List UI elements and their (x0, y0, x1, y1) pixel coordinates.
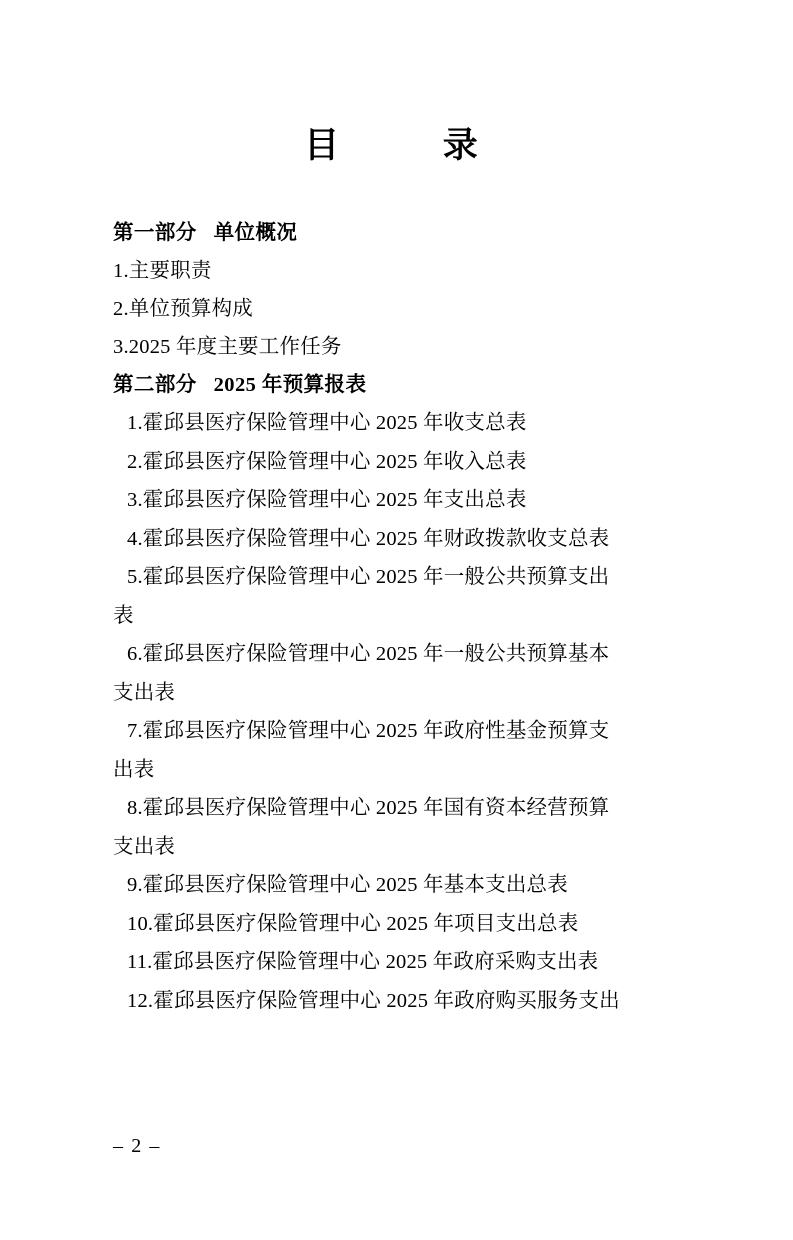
list-item-continuation: 出表 (113, 758, 155, 781)
list-item: 9.霍邱县医疗保险管理中心 2025 年基本支出总表 (127, 874, 568, 896)
list-item: 7.霍邱县医疗保险管理中心 2025 年政府性基金预算支 (127, 720, 610, 742)
list-item-continuation: 支出表 (113, 681, 176, 704)
list-item: 2.霍邱县医疗保险管理中心 2025 年收入总表 (127, 450, 527, 473)
list-item: 3.霍邱县医疗保险管理中心 2025 年支出总表 (127, 489, 527, 511)
section-two-label: 第二部分 (113, 374, 197, 396)
section-one-label: 第一部分 (113, 222, 197, 244)
list-item: 10.霍邱县医疗保险管理中心 2025 年项目支出总表 (127, 912, 579, 935)
section-two-name: 2025 年预算报表 (213, 374, 367, 396)
section-two-items (113, 404, 698, 1020)
list-item: 3.2025 年度主要工作任务 (113, 336, 342, 358)
list-item: 5.霍邱县医疗保险管理中心 2025 年一般公共预算支出 (127, 566, 610, 588)
list-item: 1.霍邱县医疗保险管理中心 2025 年收支总表 (127, 412, 527, 434)
section-one-name: 单位概况 (213, 222, 298, 244)
section-heading-part-one (113, 214, 698, 252)
list-item: 6.霍邱县医疗保险管理中心 2025 年一般公共预算基本 (127, 643, 610, 665)
section-one-items (113, 252, 698, 366)
list-item-continuation: 支出表 (113, 835, 176, 858)
document-page (0, 118, 793, 1240)
list-item: 1.主要职责 (113, 260, 212, 282)
list-item-continuation: 表 (113, 604, 134, 627)
page-number: – 2 – (113, 1135, 161, 1157)
list-item: 12.霍邱县医疗保险管理中心 2025 年政府购买服务支出 (127, 989, 620, 1012)
page-title: 目 录 (304, 126, 489, 165)
section-heading-part-two (113, 366, 698, 404)
list-item: 11.霍邱县医疗保险管理中心 2025 年政府采购支出表 (127, 951, 599, 973)
table-of-contents (0, 214, 793, 1020)
list-item: 4.霍邱县医疗保险管理中心 2025 年财政拨款收支总表 (127, 527, 610, 550)
list-item: 2.单位预算构成 (113, 298, 254, 320)
list-item: 8.霍邱县医疗保险管理中心 2025 年国有资本经营预算 (127, 797, 610, 819)
